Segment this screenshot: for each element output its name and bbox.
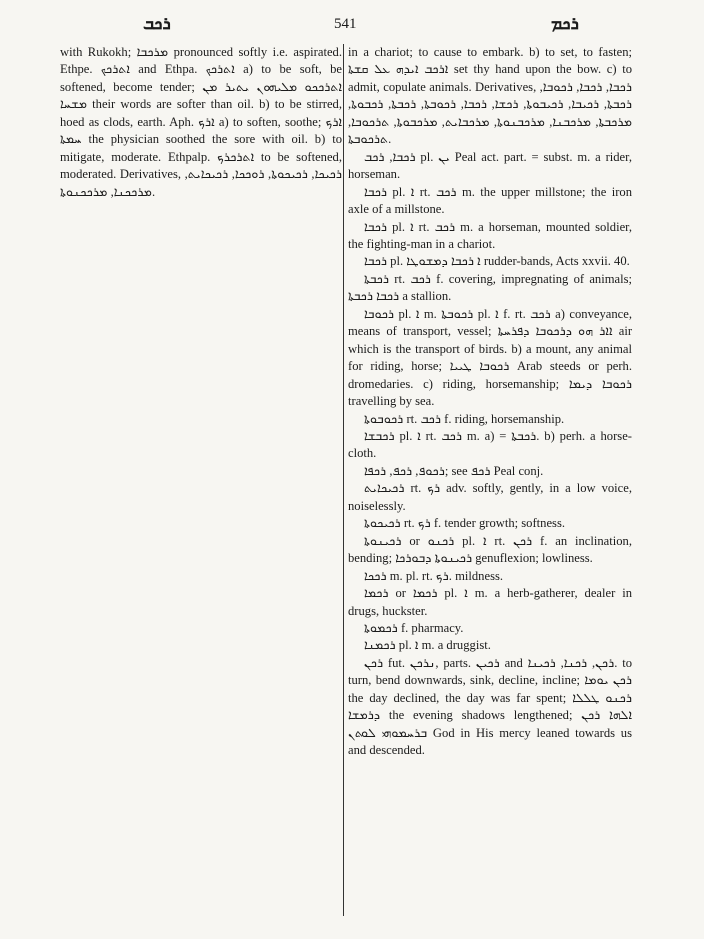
entry-paragraph: ܪܟܒܬܐ rt. ܪܟܒ f. covering, impregnating of animals; ܪܟܒܐ ܪܟܒܬܐ a stallion. <box>348 271 633 304</box>
entry-paragraph: ܪܟܒܐ, ܪܟܒ pl. ܝܢ Peal act. part. = subst. m. a rider, horseman. <box>348 149 632 182</box>
page-number: 541 <box>334 16 357 32</box>
entry-paragraph: ܪܟܒܫܐ pl. ܐ rt. ܪܟܒ m. a) = ܪܟܒܬܐ. b) perh. a horse-cloth. <box>348 428 632 461</box>
entry-paragraph: in a chariot; to cause to embark. b) to set, to fasten; ܐܪܟܒ ܐܝܕܗ ܥܠ ܩܫܬܐ set thy hand upon the bow. c) to admit, copulate animals. Derivatives, ܪܟܒܐ, ܪܟܒܐ, ܪܟܘܒܐ, ܪܟܒܬܐ, ܪܟܝܒܐ, ܪܟܝܒܘܬܐ, ܪܟܫܐ, ܪܟܒܐ, ܪܟܘܒܬܐ, ܪܟܒܬܐ, ܪܟܒܘܬܐ, ܡܪܟܒܬܐ, ܡܪܟܒܢܐ, ܡܪܟܒܢܘܬܐ, ܡܪܟܒܐܝܬ, ܡܪܟܒܘܬܐ, ܬܪܟܘܒܐ, ܬܪܟܘܒܬܐ. <box>348 45 633 147</box>
entry-paragraph: ܪܟܒܐ pl. ܐ ܪܟܒܐ ܕܡܫܘܛܐ rudder-bands, Acts xxvii. 40. <box>364 254 630 269</box>
running-header <box>0 14 704 38</box>
entry-paragraph: with Rukokh; ܡܪܟܒܐ pronounced softly i.e. aspirated. Ethpe. ܐܬܪܟܟ and Ethpa. ܐܬܪܟܟ a) to be soft, be softened, become tender; ܐܬܪܟܟܘ ܡܠܝܗܘܢ ܝܬܝܪ ܡܢ ܡܫܚܐ their words are softer than oil. b) to be stirred, hoed as clods, earth. Aph. ܐܪܟ a) to soften, soothe; ܐܪܟ ܚܡܬܐ the physician soothed the sore with oil. b) to mitigate, moderate. Ethpalp. ܐܬܪܟܪܟ to be softened, moderated. Derivatives, ܪܟܝܟܐ, ܪܟܝܟܘܬܐ, ܪܘܟܟܐ, ܪܟܝܟܐܝܬ, ܡܪܟܟܢܐ, ܡܪܟܟܢܘܬܐ. <box>60 45 343 199</box>
entry-paragraph: ܪܟܟܐ m. pl. rt. ܪܟ. mildness. <box>364 568 504 583</box>
entry-paragraph: ܪܟܒܐ pl. ܐ rt. ܪܟܒ m. a horseman, mounted soldier, the fighting-man in a chariot. <box>348 219 632 251</box>
entry-paragraph: ܪܟܝܟܘܬܐ rt. ܪܟ f. tender growth; softness. <box>364 516 566 531</box>
column-divider <box>343 44 344 916</box>
entry-paragraph: ܪܟܡܢܐ pl. ܐ m. a druggist. <box>364 638 491 653</box>
entry-paragraph: ܪܟܡܘܬܐ f. pharmacy. <box>364 620 464 635</box>
right-column <box>348 44 632 760</box>
entry-paragraph: ܪܟܝܟܐܝܬ rt. ܪܟ adv. softly, gently, in a low voice, noiselessly. <box>348 481 632 513</box>
header-left-word: ܪܟܒ <box>143 14 171 33</box>
entry-paragraph: ܪܟܒܐ pl. ܐ rt. ܪܟܒ m. the upper millstone; the iron axle of a millstone. <box>348 184 632 217</box>
entry-paragraph: ܪܟܝܢܘܬܐ or ܪܟܢܘ pl. ܐ rt. ܪܟܢ f. an inclination, bending; ܪܟܝܢܘܬܐ ܕܒܘܪܟܐ genuflexion; lowliness. <box>348 533 632 566</box>
header-right-word: ܪܟܡ <box>551 14 579 33</box>
entry-paragraph: ܪܟܢ fut. ܢܪܟܢ, parts. ܪܟܝܢ and ܪܟܢ, ܪܟܢܐ, ܪܟܝܢܐ. to turn, bend downwards, sink, decline, incline; ܪܟܢ ܝܘܡܐ the day declined, the day was far spent; ܪܟܢܘ ܛܠܠܐ ܕܪܡܫܐ the evening shadows lengthened; ܐܠܗܐ ܪܟܢ ܒܪܚܡܘܗܝ ܠܘܬܢ God in His mercy leaned towards us and descended. <box>348 655 633 758</box>
left-column <box>60 44 342 201</box>
entry-paragraph: ܪܟܘܦ, ܪܟܦ, ܪܟܦܐ; see ܪܟܦ Peal conj. <box>364 463 544 478</box>
entry-paragraph: ܪܟܘܒܐ pl. ܐ m. ܪܟܘܒܬܐ pl. ܐ f. rt. ܪܟܒ a) conveyance, means of transport, vessel; ܐܐܪ ܗܘ ܕܪܟܘܒܐ ܕܦܪܚܬܐ air which is the transport of birds. b) a mount, any animal for riding, horse; ܪܟܘܒܐ ܛܝܝܐ Arab steeds or perh. dromedaries. c) riding, horsemanship; ܪܟܘܒܐ ܕܝܡܐ travelling by sea. <box>348 306 633 409</box>
entry-paragraph: ܪܟܘܒܘܬܐ rt. ܪܟܒ f. riding, horsemanship. <box>364 411 565 426</box>
entry-paragraph: ܪܟܡܐ or ܪܟܡܐ pl. ܐ m. a herb-gatherer, dealer in drugs, huckster. <box>348 586 633 618</box>
